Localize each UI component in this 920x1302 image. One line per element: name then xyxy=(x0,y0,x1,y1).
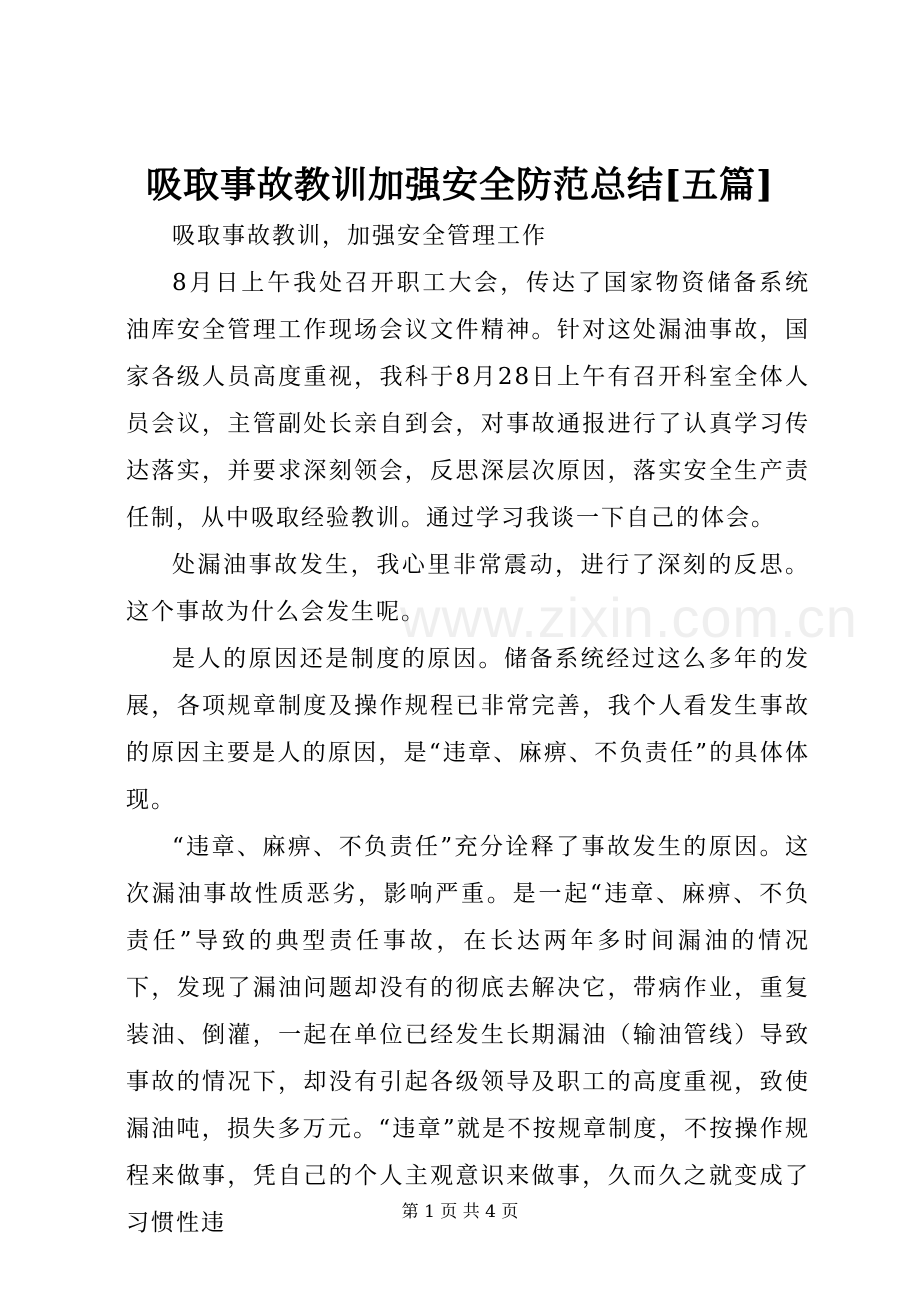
page-number-footer: 第 1 页 共 4 页 xyxy=(401,1202,519,1222)
document-body xyxy=(126,213,810,1247)
body-paragraph-4: 是人的原因还是制度的原因。储备系统经过这么多年的发展，各项规章制度及操作规程已非常完善，我个人看发生事故的原因主要是人的原因，是“违章、麻痹、不负责任”的具体体现。 xyxy=(126,646,810,813)
body-paragraph-5: “违章、麻痹、不负责任”充分诠释了事故发生的原因。这次漏油事故性质恶劣，影响严重。是一起“违章、麻痹、不负责任”导致的典型责任事故，在长达两年多时间漏油的情况下，发现了漏油问题却没有的彻底去解决它，带病作业，重复装油、倒灌，一起在单位已经发生长期漏油（输油管线）导致事故的情况下，却没有引起各级领导及职工的高度重视，致使漏油吨，损失多万元。“违章”就是不按规章制度，不按操作规程来做事，凭自己的个人主观意识来做事，久而久之就变成了习惯性违 xyxy=(126,834,810,1236)
watermark: www.zixin.com.cn xyxy=(400,586,858,649)
body-paragraph-2: 8月日上午我处召开职工大会，传达了国家物资储备系统油库安全管理工作现场会议文件精神。针对这处漏油事故，国家各级人员高度重视，我科于8月28日上午有召开科室全体人员会议，主管副处长亲自到会，对事故通报进行了认真学习传达落实，并要求深刻领会，反思深层次原因，落实安全生产责任制，从中吸取经验教训。通过学习我谈一下自己的体会。 xyxy=(126,270,810,531)
body-paragraph-1: 吸取事故教训，加强安全管理工作 xyxy=(172,223,547,249)
body-paragraph-3: 处漏油事故发生，我心里非常震动，进行了深刻的反思。这个事故为什么会发生呢。 xyxy=(126,552,810,625)
document-title: 吸取事故教训加强安全防范总结[五篇] xyxy=(145,164,775,206)
